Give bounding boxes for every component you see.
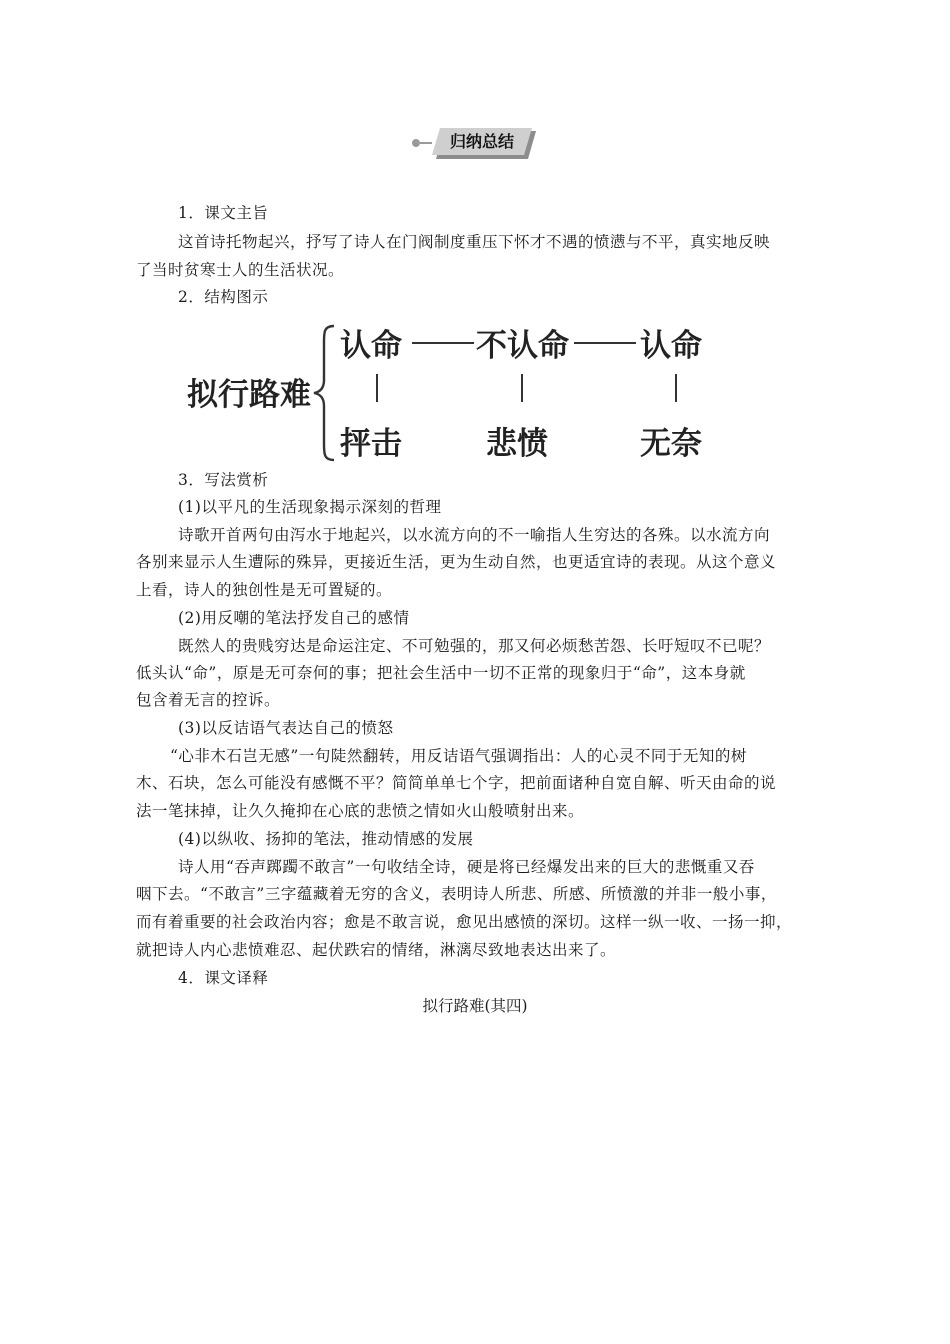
paragraph-line: 各别来显示人生遭际的殊异，更接近生活，更为生动自然，也更适宜诗的表现。从这个意义 — [136, 553, 777, 571]
paragraph-line: 低头认“命”，原是无可奈何的事；把社会生活中一切不正常的现象归于“命”，这本身就 — [136, 664, 746, 682]
paragraph-line: “心非木石岂无感”一句陡然翻转，用反诘语气强调指出：人的心灵不同于无知的树 — [170, 747, 747, 765]
paragraph-line: 既然人的贵贱穷达是命运注定、不可勉强的，那又何必烦愁苦怨、长吁短叹不已呢？ — [178, 637, 771, 655]
paragraph-line: 包含着无言的控诉。 — [136, 691, 281, 709]
paragraph-line: 这首诗托物起兴，抒写了诗人在门阀制度重压下怀才不遇的愤懑与不平，真实地反映 — [178, 233, 771, 251]
structure-diagram — [180, 318, 740, 468]
badge-dash — [420, 142, 432, 144]
section-badge — [412, 127, 537, 159]
section-3-heading: 3．写法赏析 — [178, 471, 269, 489]
section-4-heading: 4．课文译释 — [178, 969, 269, 987]
paragraph-line: 而有着重要的社会政治内容；愈是不敢言说，愈见出感愤的深切。这样一纵一收、一扬一抑， — [136, 913, 793, 931]
diagram-bottom-node: 抨击 — [340, 426, 402, 462]
diagram-top-node: 认命 — [640, 328, 702, 364]
subheading: (4)以纵收、扬抑的笔法，推动情感的发展 — [178, 830, 474, 848]
paragraph-line: 咽下去。“不敢言”三字蕴藏着无穷的含义，表明诗人所悲、所感、所愤激的并非一般小事， — [136, 885, 777, 903]
diagram-connector — [574, 342, 636, 344]
diagram-root: 拟行路难 — [187, 377, 311, 413]
diagram-vertical-link — [521, 374, 523, 402]
subheading: (2)用反嘲的笔法抒发自己的感情 — [178, 609, 410, 627]
diagram-bottom-node: 无奈 — [640, 426, 702, 462]
subheading: (3)以反诘语气表达自己的愤怒 — [178, 719, 394, 737]
poem-title: 拟行路难(其四) — [422, 997, 528, 1015]
diagram-connector — [412, 342, 474, 344]
diagram-vertical-link — [376, 374, 378, 402]
diagram-top-node: 不认命 — [476, 328, 569, 364]
subheading: (1)以平凡的生活现象揭示深刻的哲理 — [178, 498, 442, 516]
paragraph-line: 了当时贫寒士人的生活状况。 — [136, 261, 345, 279]
badge-title: 归纳总结 — [449, 132, 514, 151]
paragraph-line: 法一笔抹掉，让久久掩抑在心底的悲愤之情如火山般喷射出来。 — [136, 802, 585, 820]
diagram-top-node: 认命 — [340, 328, 402, 364]
paragraph-line: 上看，诗人的独创性是无可置疑的。 — [136, 581, 393, 599]
badge-dot-icon — [412, 139, 420, 147]
brace-icon — [312, 324, 342, 462]
paragraph-line: 诗人用“吞声踯躅不敢言”一句收结全诗，硬是将已经爆发出来的巨大的悲慨重又吞 — [178, 858, 755, 876]
diagram-vertical-link — [675, 374, 677, 402]
paragraph-line: 木、石块，怎么可能没有感慨不平？简简单单七个字，把前面诸种自宽自解、听天由命的说 — [136, 774, 777, 792]
paragraph-line: 就把诗人内心悲愤难忍、起伏跌宕的情绪，淋漓尽致地表达出来了。 — [136, 941, 617, 959]
section-2-heading: 2．结构图示 — [178, 288, 269, 306]
section-1-heading: 1．课文主旨 — [178, 204, 269, 222]
paragraph-line: 诗歌开首两句由泻水于地起兴，以水流方向的不一喻指人生穷达的各殊。以水流方向 — [178, 526, 771, 544]
diagram-bottom-node: 悲愤 — [486, 426, 548, 462]
